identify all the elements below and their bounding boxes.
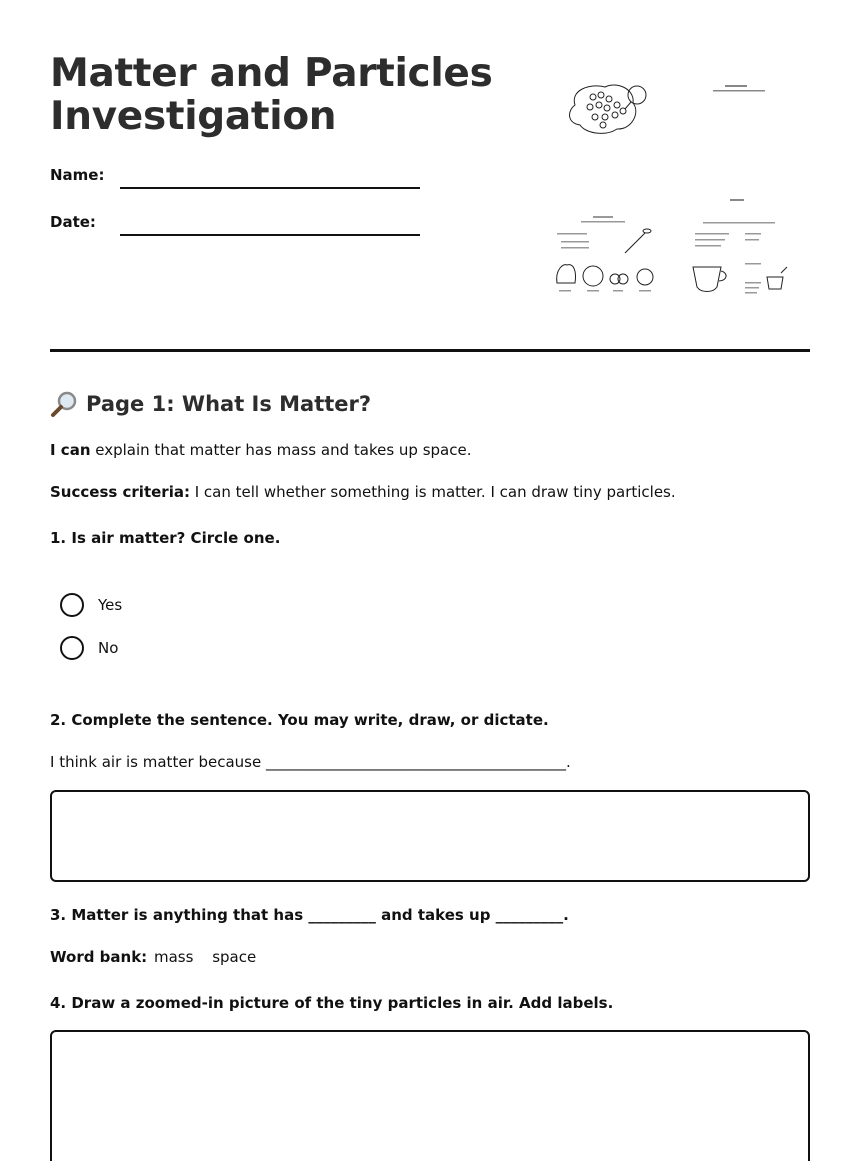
option-yes[interactable]	[60, 593, 122, 617]
date-label: Date:	[50, 213, 96, 231]
success-criteria-lead: Success criteria:	[50, 483, 190, 501]
question-2: 2. Complete the sentence. You may write, draw, or dictate.	[50, 711, 549, 729]
question-3: 3. Matter is anything that has _________ and takes up _________.	[50, 906, 569, 924]
question-1: 1. Is air matter? Circle one.	[50, 529, 281, 547]
i-can-text: explain that matter has mass and takes up space.	[90, 441, 472, 459]
success-criteria	[50, 483, 676, 501]
radio-no[interactable]	[60, 636, 84, 660]
word-bank-word: space	[212, 948, 257, 966]
option-no-label: No	[98, 639, 119, 657]
word-bank-word: mass	[153, 948, 194, 966]
sentence-starter: I think air is matter because ________________________________________.	[50, 753, 571, 771]
page-thumbnails	[545, 75, 805, 305]
name-label: Name:	[50, 166, 105, 184]
i-can-lead: I can	[50, 441, 91, 459]
header-divider	[50, 349, 810, 352]
title-line-2: Investigation	[50, 94, 337, 139]
name-field[interactable]	[120, 187, 420, 189]
drawing-box[interactable]	[50, 1030, 810, 1161]
success-criteria-text: I can tell whether something is matter. I can draw tiny particles.	[189, 483, 676, 501]
word-bank-lead: Word bank:	[50, 948, 148, 966]
page-title	[50, 52, 510, 138]
date-field[interactable]	[120, 234, 420, 236]
title-line-1: Matter and Particles	[50, 51, 493, 96]
magnifying-glass-icon	[50, 390, 78, 418]
thumbnail-illustration	[545, 75, 805, 305]
option-no[interactable]	[60, 636, 118, 660]
radio-yes[interactable]	[60, 593, 84, 617]
option-yes-label: Yes	[98, 596, 123, 614]
word-bank	[50, 948, 256, 966]
section-title-text: Page 1: What Is Matter?	[86, 392, 372, 416]
question-4: 4. Draw a zoomed-in picture of the tiny particles in air. Add labels.	[50, 994, 614, 1012]
balloon-particles-illustration	[570, 85, 646, 133]
section-title	[50, 390, 371, 418]
i-can-statement	[50, 441, 471, 459]
answer-box-2[interactable]	[50, 790, 810, 882]
